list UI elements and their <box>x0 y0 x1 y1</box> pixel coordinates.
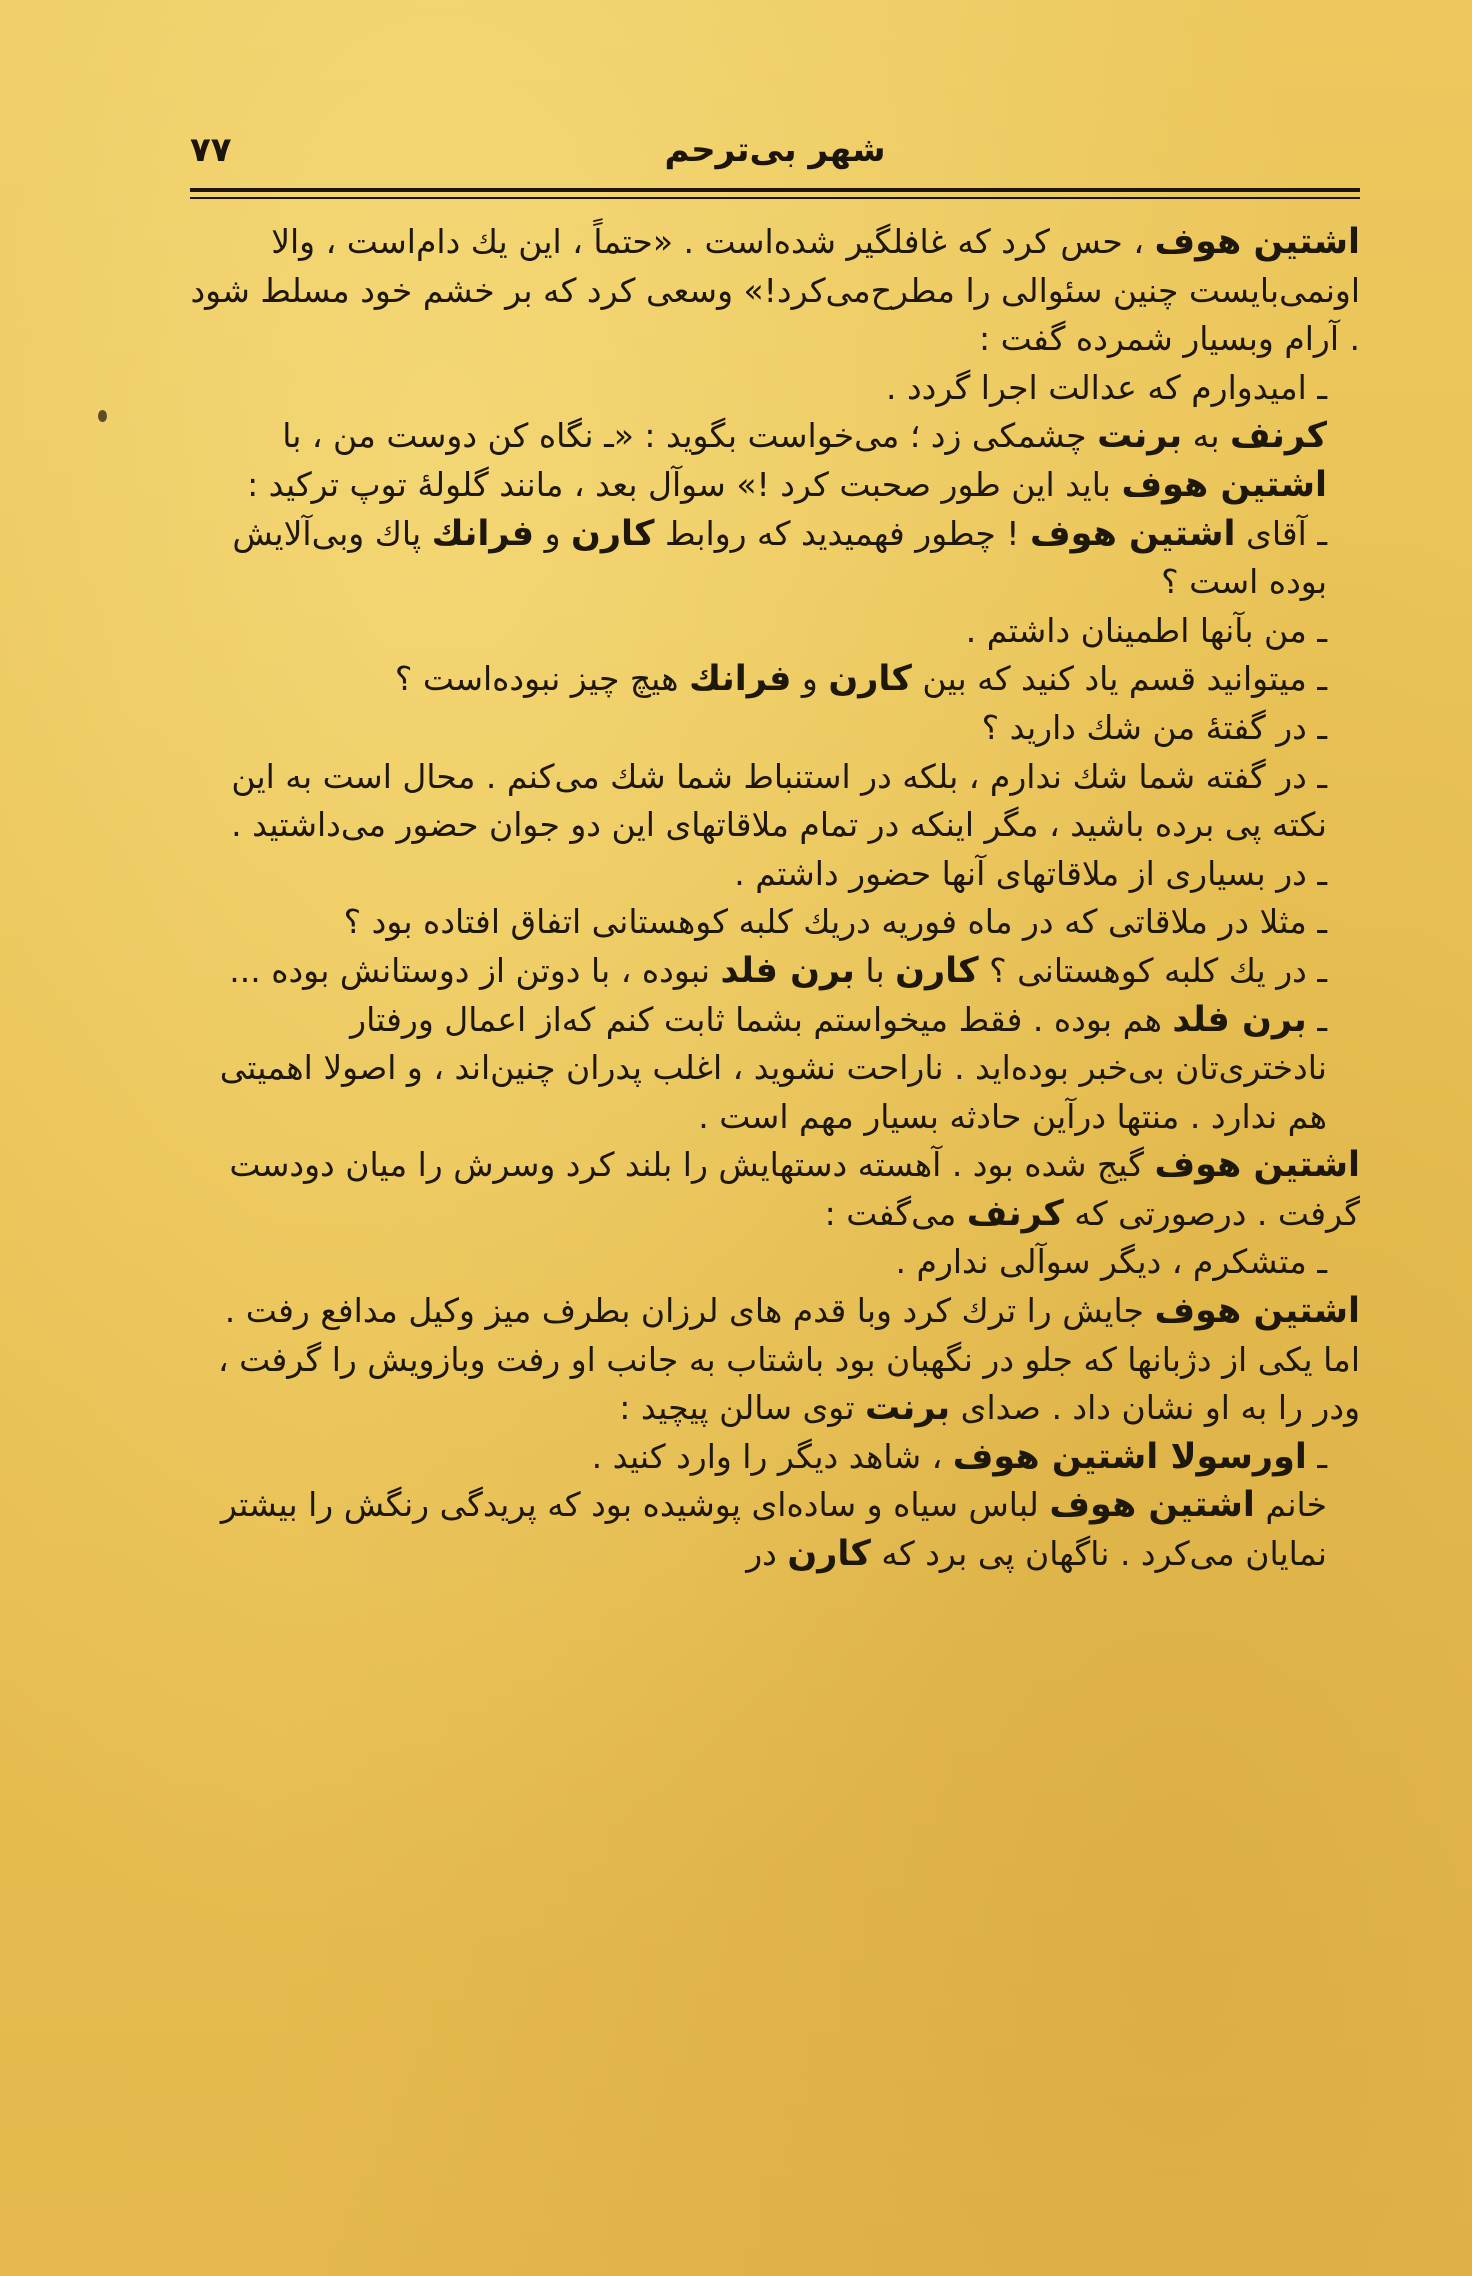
paragraph <box>190 607 1360 656</box>
text-segment: ـ <box>1306 1436 1327 1476</box>
text-segment: فرانك <box>689 659 792 700</box>
text-segment: اشتین هوف <box>1154 1145 1360 1186</box>
text-segment: ـ در گفتهٔ من شك دارید ؟ <box>981 707 1327 747</box>
text-segment: برنت <box>1097 416 1183 457</box>
text-segment: نبوده ، با دوتن از دوستانش بوده ... <box>229 950 721 990</box>
text-segment: ـ من بآنها اطمینان داشتم . <box>965 610 1327 650</box>
text-segment: اورسولا اشتین هوف <box>952 1436 1307 1477</box>
ink-spot <box>98 410 107 422</box>
text-segment: کارن <box>787 1534 871 1575</box>
paragraph <box>190 850 1360 899</box>
page-number: ۷۷ <box>190 130 232 170</box>
paragraph <box>190 704 1360 753</box>
text-segment: و <box>534 513 571 553</box>
text-segment: اشتین هوف <box>1029 513 1236 554</box>
paragraph <box>190 218 1360 364</box>
text-segment: به <box>1182 416 1231 456</box>
paragraph <box>190 510 1360 607</box>
text-segment: ، شاهد دیگر را وارد کنید . <box>591 1436 953 1476</box>
text-segment: کارن <box>828 659 912 700</box>
text-segment: با <box>854 950 896 990</box>
text-segment: اشتین هوف <box>1121 464 1327 505</box>
text-segment: کرنف <box>1230 416 1327 457</box>
text-segment: اشتین هوف <box>1154 1291 1360 1332</box>
paragraph <box>190 753 1360 850</box>
paragraph <box>190 1481 1360 1578</box>
text-segment: و <box>791 659 829 699</box>
page-header <box>190 128 1360 188</box>
header-rule-thin <box>190 197 1360 199</box>
body-text <box>190 218 1360 1579</box>
text-segment: ـ امیدوارم که عدالت اجرا گردد . <box>886 367 1327 407</box>
text-segment: ـ در یك کلبه کوهستانی ؟ <box>978 950 1327 990</box>
text-segment: کارن <box>895 950 979 991</box>
text-segment: برنت <box>865 1388 951 1429</box>
text-segment: در <box>746 1534 788 1574</box>
text-segment: برن فلد <box>1172 999 1307 1040</box>
text-segment: جایش را ترك کرد وبا قدم های لرزان بطرف میز وکیل مدافع رفت . اما یکی از دژبانها که جلو در نگهبان بود باشتاب به جانب او رفت وبازویش را گرفت ، ودر را به او نشان داد . صدای <box>217 1291 1360 1428</box>
paragraph <box>190 655 1360 704</box>
text-segment: اشتین هوف <box>1049 1485 1255 1526</box>
paragraph <box>190 1287 1360 1433</box>
text-segment: کرنف <box>966 1193 1064 1234</box>
paragraph <box>190 1141 1360 1238</box>
paragraph <box>190 947 1360 996</box>
text-segment: ـ میتوانید قسم یاد کنید که بین <box>911 659 1327 699</box>
text-segment: باید این طور صحبت کرد !» سوآل بعد ، مانند گلولهٔ توپ ترکید : <box>247 464 1122 504</box>
text-segment: می‌گفت : <box>824 1193 967 1233</box>
text-segment: ـ آقای <box>1235 513 1327 553</box>
text-segment: هیچ چیز نبوده‌است ؟ <box>394 659 690 699</box>
running-title: شهر بی‌ترحم <box>664 130 886 170</box>
header-rule-thick <box>190 188 1360 192</box>
text-segment: گیج شده بود . آهسته دستهایش را بلند کرد وسرش را میان دودست گرفت . درصورتی که <box>229 1145 1360 1233</box>
text-segment: توی سالن پیچید : <box>619 1388 866 1428</box>
paragraph <box>190 1238 1360 1287</box>
paragraph <box>190 996 1360 1142</box>
text-segment: ـ <box>1306 999 1327 1039</box>
text-segment: ـ مثلا در ملاقاتی که در ماه فوریه دریك کلبه کوهستانی اتفاق افتاده بود ؟ <box>343 902 1327 942</box>
text-segment: چشمکی زد ؛ می‌خواست بگوید : «ـ نگاه کن دوست من ، با <box>282 416 1098 456</box>
text-segment: فرانك <box>431 513 535 554</box>
paragraph <box>190 364 1360 413</box>
text-segment: هم بوده . فقط میخواستم بشما ثابت کنم که‌از اعمال ورفتار نادختری‌تان بی‌خبر بوده‌اید . ناراحت نشوید ، اغلب پدران چنین‌اند ، و اصولا اهمیتی هم ندارد . منتها درآین حادثه بسیار مهم است . <box>219 999 1327 1136</box>
text-segment: خانم <box>1254 1485 1327 1525</box>
text-segment: ـ در بسیاری از ملاقاتهای آنها حضور داشتم . <box>734 853 1327 893</box>
text-segment: کارن <box>571 513 655 554</box>
text-segment: ـ در گفته شما شك ندارم ، بلکه در استنباط شما شك می‌کنم . محال است به این نکته پی برده باشید ، مگر اینکه در تمام ملاقاتهای این دو جوان حضور می‌داشتید . <box>231 756 1327 845</box>
text-segment: برن فلد <box>720 950 855 991</box>
text-segment: لباس سیاه و ساده‌ای پوشیده بود که پریدگی رنگش را بیشتر نمایان می‌کرد . ناگهان پی برد که <box>220 1485 1327 1574</box>
text-segment: پاك وبی‌آلایش بوده است ؟ <box>232 513 1327 602</box>
text-segment: ! چطور فهمیدید که روابط <box>654 513 1030 553</box>
paragraph <box>190 898 1360 947</box>
text-segment: ، حس کرد که غافلگیر شده‌است . «حتماً ، این یك دام‌است ، والا اونمی‌بایست چنین سئوالی را مطرح‌می‌کرد!» وسعی کرد که بر خشم خود مسلط شود . آرام وبسیار شمرده گفت : <box>190 222 1360 359</box>
paragraph <box>190 412 1360 509</box>
text-segment: اشتین هوف <box>1154 222 1360 262</box>
text-segment: ـ متشکرم ، دیگر سوآلی ندارم . <box>895 1242 1327 1282</box>
paragraph <box>190 1433 1360 1482</box>
